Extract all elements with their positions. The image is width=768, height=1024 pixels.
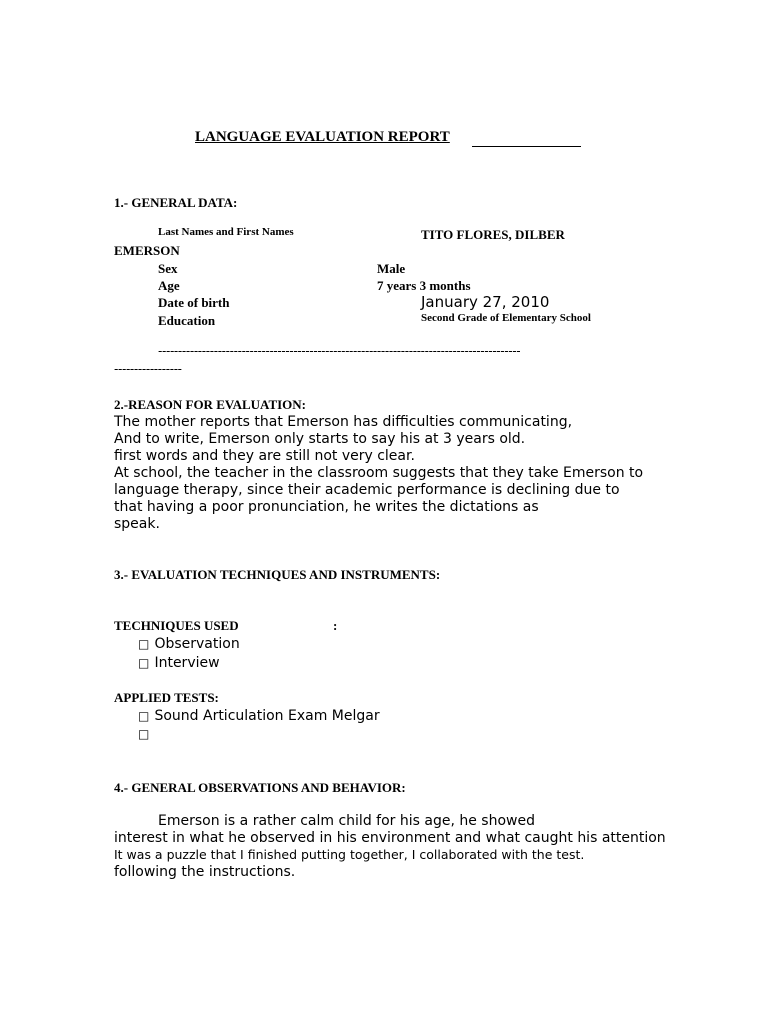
separator-line: -------------------------------------------------------------------------------------------: [158, 344, 521, 358]
checkbox-icon: □: [138, 637, 150, 651]
reason-line: speak.: [114, 516, 160, 532]
test-item: [138, 726, 150, 743]
technique-item: [138, 636, 240, 653]
section-1-heading: 1.- GENERAL DATA:: [114, 195, 238, 210]
techniques-label: TECHNIQUES USED: [114, 618, 239, 633]
techniques-colon: :: [333, 618, 338, 633]
observation-line: It was a puzzle that I finished putting together, I collaborated with the test.: [114, 847, 585, 862]
technique-item: [138, 655, 220, 672]
observation-line: Emerson is a rather calm child for his age, he showed: [158, 813, 535, 829]
checkbox-icon: □: [138, 727, 150, 741]
name-value: TITO FLORES, DILBER: [421, 227, 565, 242]
reason-line: The mother reports that Emerson has difficulties communicating,: [114, 414, 573, 430]
reason-line: And to write, Emerson only starts to say his at 3 years old.: [114, 431, 526, 447]
section-3-heading: 3.- EVALUATION TECHNIQUES AND INSTRUMENTS:: [114, 567, 441, 582]
technique-item-label: Observation: [154, 636, 240, 652]
applied-tests-label: APPLIED TESTS:: [114, 690, 219, 705]
report-title: LANGUAGE EVALUATION REPORT: [195, 129, 450, 145]
reason-line: that having a poor pronunciation, he writes the dictations as: [114, 499, 539, 515]
technique-item-label: Interview: [154, 655, 220, 671]
age-label: Age: [158, 278, 180, 293]
name-value-continued: EMERSON: [114, 243, 180, 258]
sex-value: Male: [377, 261, 406, 276]
observation-line: following the instructions.: [114, 864, 296, 880]
reason-line: At school, the teacher in the classroom suggests that they take Emerson to: [114, 465, 644, 481]
reason-line: language therapy, since their academic performance is declining due to: [114, 482, 620, 498]
dob-label: Date of birth: [158, 295, 230, 310]
observation-line: interest in what he observed in his environment and what caught his attention: [114, 830, 666, 846]
test-item-label: Sound Articulation Exam Melgar: [154, 708, 380, 724]
separator-line-continued: -----------------: [114, 362, 182, 376]
section-4-heading: 4.- GENERAL OBSERVATIONS AND BEHAVIOR:: [114, 780, 406, 795]
name-label: Last Names and First Names: [158, 226, 294, 238]
checkbox-icon: □: [138, 709, 150, 723]
checkbox-icon: □: [138, 656, 150, 670]
sex-label: Sex: [158, 261, 178, 276]
test-item: [138, 708, 380, 725]
education-label: Education: [158, 313, 216, 328]
dob-value: January 27, 2010: [421, 293, 550, 311]
section-2-heading: 2.-REASON FOR EVALUATION:: [114, 397, 307, 412]
title-underline: [472, 146, 581, 147]
reason-line: first words and they are still not very clear.: [114, 448, 415, 464]
age-value: 7 years 3 months: [377, 278, 471, 293]
education-value: Second Grade of Elementary School: [421, 312, 591, 324]
